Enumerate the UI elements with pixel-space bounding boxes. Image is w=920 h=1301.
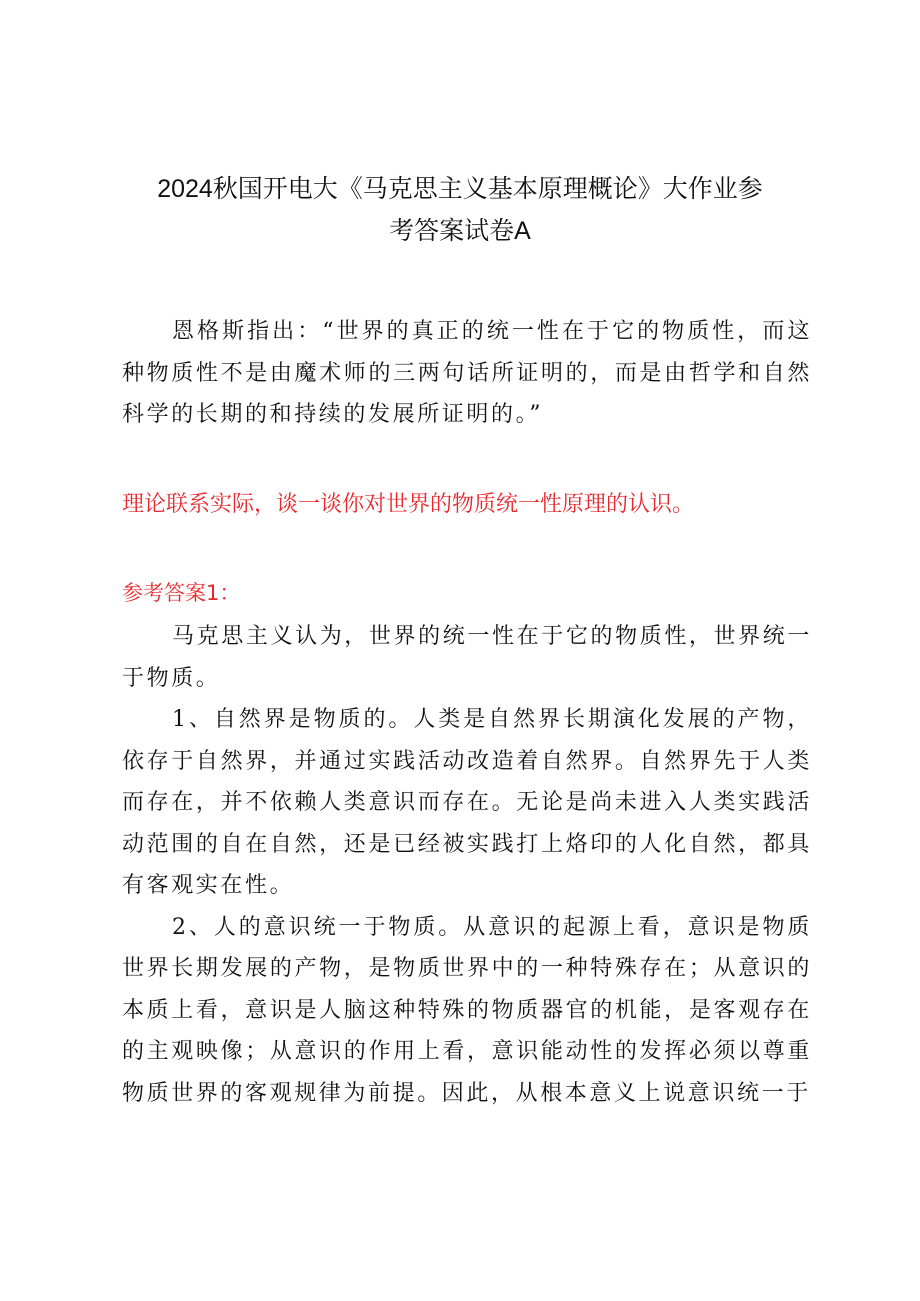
quote-paragraph xyxy=(122,311,812,436)
title-line-2: 考答案试卷A xyxy=(389,217,531,245)
quote-text: 恩格斯指出：“世界的真正的统一性在于它的物质性，而这种物质性不是由魔术师的三两句话所证明的，而是由哲学和自然科学的长期的和持续的发展所证明的。” xyxy=(122,319,812,427)
essay-question: 理论联系实际，谈一谈你对世界的物质统一性原理的认识。 xyxy=(122,491,695,516)
title-line-1: 2024秋国开电大《马克思主义基本原理概论》大作业参 xyxy=(157,175,763,203)
answer-body xyxy=(122,616,812,1114)
document-title xyxy=(120,168,800,252)
answer-label: 参考答案1： xyxy=(122,581,241,605)
answer-paragraph: 1、自然界是物质的。人类是自然界长期演化发展的产物，依存于自然界，并通过实践活动改造着自然界。自然界先于人类而存在，并不依赖人类意识而存在。无论是尚未进入人类实践活动范围的自在自然，还是已经被实践打上烙印的人化自然，都具有客观实在性。 xyxy=(122,707,812,898)
answer-paragraph: 2、人的意识统一于物质。从意识的起源上看，意识是物质世界长期发展的产物，是物质世界中的一种特殊存在；从意识的本质上看，意识是人脑这种特殊的物质器官的机能，是客观存在的主观映像；从意识的作用上看，意识能动性的发挥必须以尊重物质世界的客观规律为前提。因此，从根本意义上说意识统一于 xyxy=(122,914,812,1106)
answer-paragraph: 马克思主义认为，世界的统一性在于它的物质性，世界统一于物质。 xyxy=(122,624,812,691)
